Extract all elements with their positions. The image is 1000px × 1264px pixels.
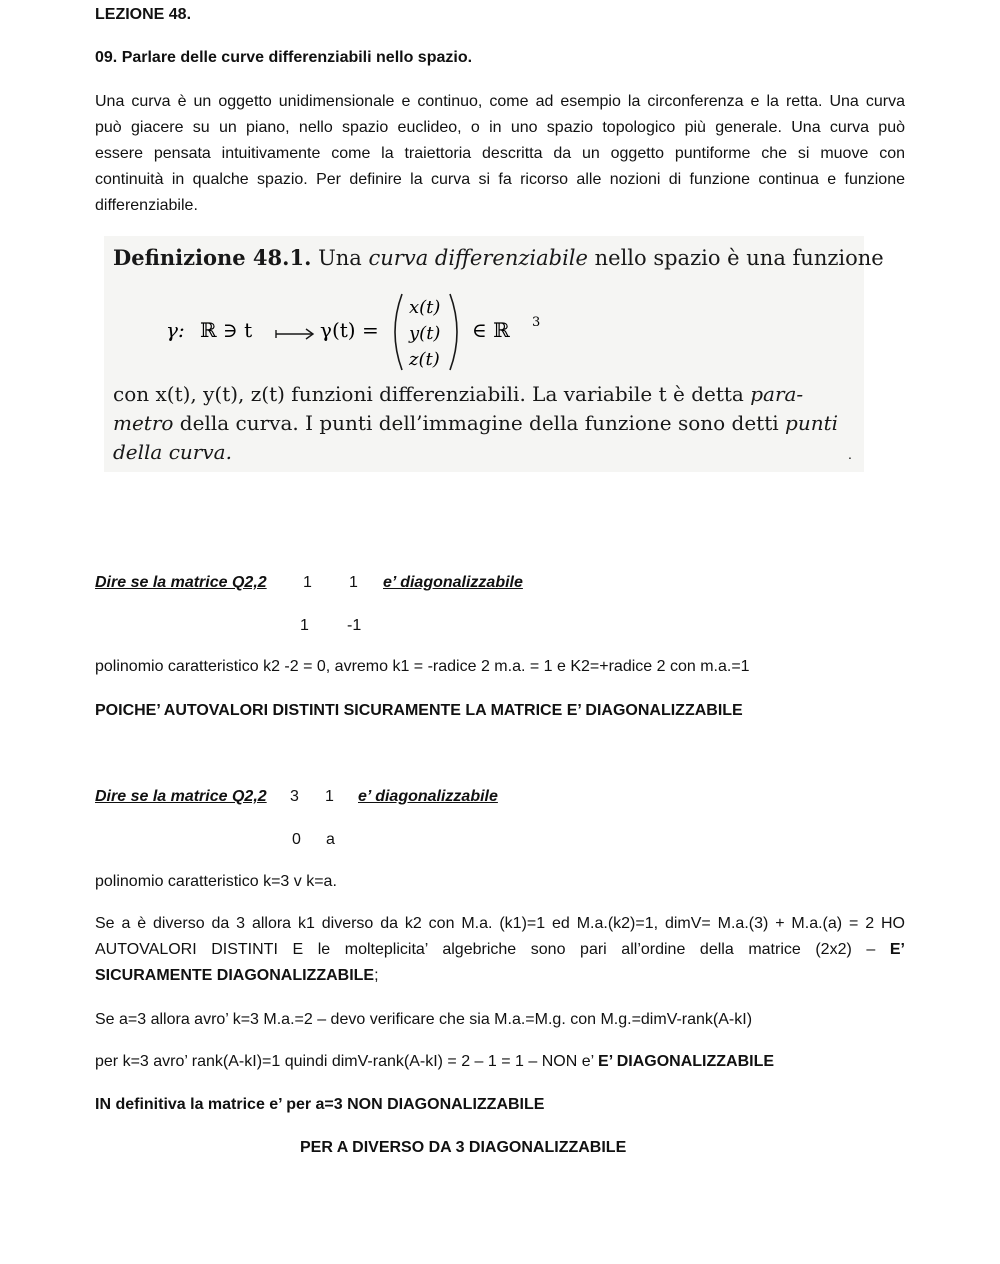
definition-term: curva differenziabile	[368, 246, 588, 270]
intro-line: differenziabile.	[95, 197, 198, 214]
question-heading: 09. Parlare delle curve differenziabili nello spazio.	[95, 49, 473, 66]
exercise1-polynomial: polinomio caratteristico k2 -2 = 0, avremo k1 = -radice 2 m.a. = 1 e K2=+radice 2 con m.a.=1	[95, 658, 750, 675]
definition-body-line	[113, 440, 232, 464]
vector-z: z(t)	[409, 349, 440, 370]
codomain-text: ∈ ℝ	[472, 318, 510, 342]
definition-body-italic: para-	[750, 382, 804, 406]
definition-text: nello spazio è una funzione	[587, 246, 884, 270]
exercise2-case2: Se a=3 allora avro’ k=3 M.a.=2 – devo verificare che sia M.a.=M.g. con M.g.=dimV-rank(A-kI)	[95, 1011, 753, 1028]
exercise1-title: Dire se la matrice Q2,2	[95, 574, 267, 591]
case3-text: per k=3 avro’ rank(A-kI)=1 quindi dimV-rank(A-kI) = 2 – 1 = 1 – NON e’	[95, 1053, 599, 1070]
intro-line: Una curva è un oggetto unidimensionale e continuo, come ad esempio la circonferenza e la retta. Una curva	[95, 93, 905, 110]
intro-line: può giacere su un piano, nello spazio euclideo, o in uno spazio topologico più generale. Una curva può	[95, 119, 905, 136]
intro-paragraph	[95, 89, 905, 219]
domain-text: ℝ ∋ t	[200, 318, 253, 342]
exercise2-case3	[95, 1053, 774, 1071]
definition-body-italic: metro	[113, 411, 174, 435]
map-text: γ(t) =	[320, 318, 379, 342]
left-paren	[395, 294, 402, 370]
intro-line: essere pensata intuitivamente come la traiettoria descritta da un oggetto puntiforme che si muove con	[95, 145, 905, 162]
case1-line	[95, 963, 905, 989]
exercise2-polynomial: polinomio caratteristico k=3 v k=a.	[95, 873, 337, 890]
definition-body-text: della curva. I punti dell’immagine della funzione sono detti	[173, 411, 786, 435]
curve-formula	[166, 292, 766, 372]
exercise2-title: Dire se la matrice Q2,2	[95, 788, 267, 805]
exercise1-matrix-entry: 1	[349, 574, 358, 591]
codomain-exponent: 3	[532, 315, 541, 330]
case1-bold: SICURAMENTE DIAGONALIZZABILE	[95, 967, 375, 984]
definition-body-line	[113, 411, 838, 435]
case1-bold: E’	[889, 941, 905, 958]
case1-line	[95, 937, 905, 963]
definition-number: Definizione 48.1.	[113, 245, 312, 270]
exercise1-suffix: e’ diagonalizzabile	[383, 574, 523, 591]
definition-text: Una	[311, 246, 369, 270]
exercise2-matrix-entry: 0	[292, 831, 301, 848]
exercise1-matrix-entry: 1	[303, 574, 312, 591]
exercise1-matrix-entry: 1	[300, 617, 309, 634]
stray-dot: .	[848, 446, 852, 462]
final-conclusion-1: IN definitiva la matrice e’ per a=3 NON DIAGONALIZZABILE	[95, 1096, 545, 1113]
exercise2-suffix: e’ diagonalizzabile	[358, 788, 498, 805]
definition-body-text: con x(t), y(t), z(t) funzioni differenziabili. La variabile t è detta	[113, 382, 751, 406]
case1-line: Se a è diverso da 3 allora k1 diverso da k2 con M.a. (k1)=1 ed M.a.(k2)=1, dimV= M.a.(3) + M.a.(a) = 2 HO	[95, 915, 905, 932]
exercise2-matrix-entry: a	[326, 831, 335, 848]
exercise2-case1-paragraph	[95, 911, 905, 989]
case3-bold: E’ DIAGONALIZZABILE	[598, 1053, 775, 1070]
case1-text: AUTOVALORI DISTINTI E le molteplicita’ algebriche sono pari all’ordine della matrice (2x2) –	[95, 941, 890, 958]
definition-body-italic: della curva.	[113, 440, 232, 464]
case1-text: ;	[374, 967, 379, 984]
vector-y: y(t)	[409, 323, 441, 344]
right-paren	[450, 294, 457, 370]
intro-line: continuità in qualche spazio. Per definire la curva si fa ricorso alle nozioni di funzione continua e funzione	[95, 171, 905, 188]
exercise2-matrix-entry: 3	[290, 788, 299, 805]
definition-heading	[113, 245, 884, 270]
final-conclusion-2: PER A DIVERSO DA 3 DIAGONALIZZABILE	[300, 1139, 627, 1156]
definition-image	[104, 236, 884, 472]
mapsto-arrow	[276, 329, 313, 339]
exercise1-conclusion: POICHE’ AUTOVALORI DISTINTI SICURAMENTE LA MATRICE E’ DIAGONALIZZABILE	[95, 702, 743, 719]
definition-body-italic: punti	[785, 411, 839, 435]
exercise2-matrix-entry: 1	[325, 788, 334, 805]
gamma-symbol: γ:	[166, 318, 185, 342]
exercise1-matrix-entry: -1	[347, 617, 362, 634]
definition-body-line	[113, 382, 803, 406]
lesson-title: LEZIONE 48.	[95, 6, 192, 23]
vector-x: x(t)	[409, 297, 441, 318]
